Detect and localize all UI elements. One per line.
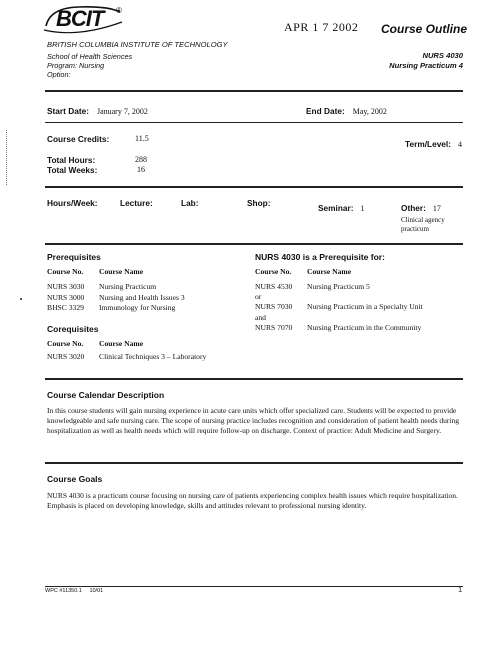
prereq-for-heading: NURS 4030 is a Prerequisite for:	[255, 252, 385, 262]
corequisites-heading: Corequisites	[47, 324, 99, 334]
shop-label: Shop:	[247, 198, 271, 208]
document-title: Course Outline	[381, 22, 468, 36]
end-date-value: May, 2002	[352, 107, 387, 116]
seminar	[318, 198, 365, 216]
course-name: Nursing Practicum	[99, 282, 157, 291]
coreq-col-course-no: Course No.	[47, 339, 84, 348]
program-name: Program: Nursing	[47, 61, 105, 70]
term-level-value: 4	[458, 140, 462, 149]
credits-value: 11.5	[135, 134, 149, 143]
other-hours	[401, 198, 471, 234]
end-date	[306, 101, 387, 119]
coreq-col-course-name: Course Name	[99, 339, 144, 348]
prerequisites-list	[47, 282, 185, 314]
course-name: Nursing Practicum 5	[307, 282, 370, 291]
term-level	[405, 134, 462, 152]
list-item	[47, 352, 206, 363]
course-code: NURS 4030	[422, 51, 463, 60]
logo-text: BCIT	[56, 6, 104, 31]
footer-date: 10/01	[89, 588, 104, 594]
header-divider	[45, 90, 463, 92]
prereq-col-course-no: Course No.	[47, 267, 84, 276]
course-no: NURS 3000	[47, 292, 85, 302]
goals-body: NURS 4030 is a practicum course focusing on nursing care of patients experiencing complex health issues which require hospitalization. Emphasis is placed on developing knowledge, skills and attitudes relevant to professional nursing identity.	[47, 491, 458, 510]
seminar-value: 1	[360, 204, 365, 213]
course-no: BHSC 3329	[47, 303, 84, 312]
credits-label: Course Credits:	[47, 134, 110, 144]
hours-divider	[45, 186, 463, 188]
goals-heading: Course Goals	[47, 474, 103, 484]
course-no: NURS 7070	[255, 322, 293, 332]
end-date-label: End Date:	[306, 106, 345, 116]
course-name: Nursing Practicum 4	[389, 61, 463, 70]
institute-name: BRITISH COLUMBIA INSTITUTE OF TECHNOLOGY	[47, 40, 228, 49]
lab-label: Lab:	[181, 198, 199, 208]
start-date	[47, 101, 148, 119]
calendar-body: In this course students will gain nursing experience in acute care units which offer specialized care. Students will be expected to provide knowledgeable and safe nursing care. The scope of nursing practice includes recognition and consideration of patient health needs during hospitalization as well as health needs which will require follow-up on discharge. Context of practice: Adult Medicine and Surgery.	[47, 406, 460, 435]
footer-form: WPC #11350.1	[45, 588, 82, 594]
total-weeks-value: 16	[137, 165, 145, 174]
hours-week-label: Hours/Week:	[47, 198, 98, 208]
requisites-bottom-divider	[45, 378, 463, 380]
course-name: Nursing and Health Issues 3	[99, 292, 185, 302]
seminar-label: Seminar:	[318, 203, 354, 213]
received-stamp-date: APR 1 7 2002	[284, 20, 359, 34]
course-no: NURS 7030	[255, 302, 293, 312]
course-no: NURS 4530	[255, 282, 293, 291]
list-item	[255, 313, 423, 323]
other-note-line2: practicum	[401, 225, 429, 233]
start-date-value: January 7, 2002	[96, 107, 148, 116]
prereq-for-list	[255, 282, 423, 333]
scan-speck	[20, 298, 22, 300]
list-item	[255, 292, 423, 302]
course-name: Nursing Practicum in the Community	[307, 322, 422, 332]
prereq-col-course-name: Course Name	[99, 267, 144, 276]
course-name: Clinical Techniques 3 – Laboratory	[99, 352, 207, 361]
list-item	[255, 302, 423, 312]
other-label: Other:	[401, 203, 426, 213]
prereq-for-columns	[255, 267, 351, 278]
course-name: Nursing Practicum in a Specialty Unit	[307, 302, 423, 312]
footer-divider	[45, 586, 463, 587]
scan-speck	[6, 130, 8, 185]
total-weeks-label: Total Weeks:	[47, 165, 98, 175]
course-no: NURS 3030	[47, 282, 85, 291]
start-date-label: Start Date:	[47, 106, 89, 116]
list-item	[47, 293, 185, 304]
course-no: or	[255, 292, 262, 302]
calendar-divider	[45, 462, 463, 464]
other-value: 17	[432, 204, 441, 213]
lecture-label: Lecture:	[120, 198, 153, 208]
list-item	[47, 303, 185, 314]
calendar-heading: Course Calendar Description	[47, 390, 165, 400]
course-no: NURS 3020	[47, 352, 85, 361]
prerequisites-heading: Prerequisites	[47, 252, 101, 262]
footer-form-number	[45, 588, 103, 594]
list-item	[47, 282, 185, 293]
course-name: Immunology for Nursing	[99, 303, 176, 312]
corequisites-columns	[47, 339, 143, 350]
corequisites-list	[47, 352, 206, 363]
option-label: Option:	[47, 70, 71, 79]
total-hours-value: 288	[135, 155, 147, 164]
requisites-top-divider	[45, 243, 463, 245]
page-number: 1	[458, 587, 462, 594]
list-item	[255, 323, 423, 333]
other-note-line1: Clinical agency	[401, 216, 445, 224]
list-item	[255, 282, 423, 292]
school-name: School of Health Sciences	[47, 52, 133, 61]
term-level-label: Term/Level:	[405, 139, 451, 149]
prereq-for-col-course-no: Course No.	[255, 267, 292, 276]
logo-registered-mark: ®	[116, 6, 122, 15]
course-no: and	[255, 312, 266, 322]
prereq-for-col-course-name: Course Name	[307, 267, 352, 276]
total-hours-label: Total Hours:	[47, 155, 96, 165]
dates-divider	[45, 122, 463, 123]
prerequisites-columns	[47, 267, 143, 278]
bcit-logo	[38, 4, 134, 38]
